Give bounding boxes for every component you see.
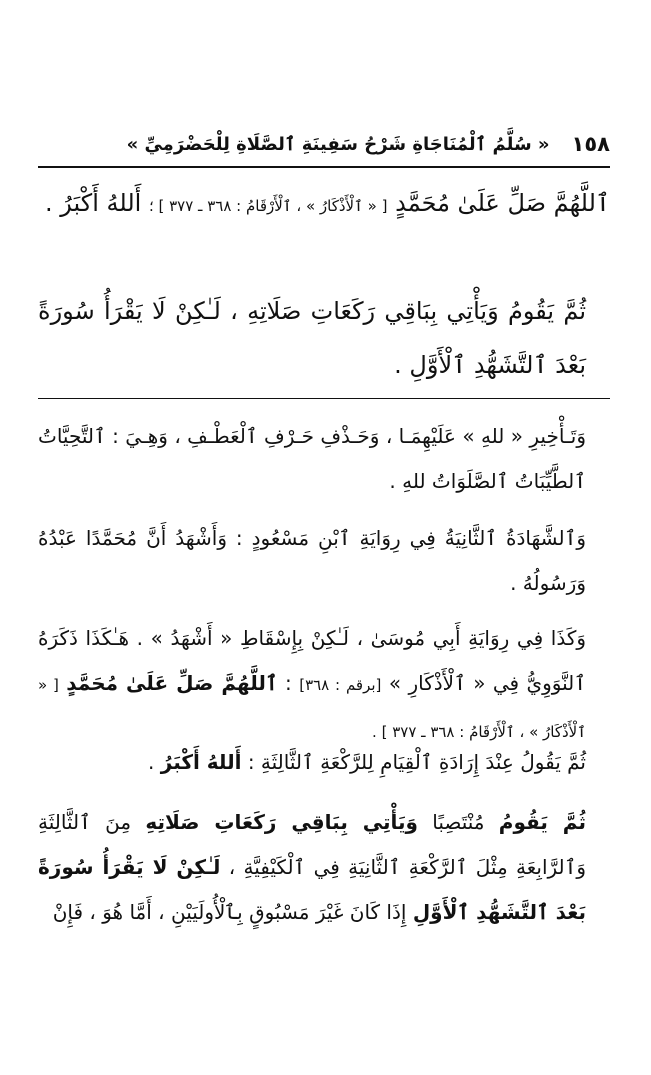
matn-paragraph-1	[38, 176, 610, 233]
page-number: ١٥٨	[571, 132, 610, 156]
sharh-p3-ref-1: [برقم : ٣٦٨]	[299, 676, 382, 694]
sharh-paragraph-2: وَٱلشَّهَادَةُ ٱلثَّانِيَةُ فِي رِوَايَةِ ٱبْنِ مَسْعُودٍ : وَأَشْهَدُ أَنَّ مُحَمَّدًا عَبْدُهُ وَرَسُولُهُ .	[38, 526, 586, 595]
sharh-p3-ref-2: [ « ٱلْأَذْكَارُ » ، ٱلْأَرْقَامُ : ٣٦٨ ـ ٣٧٧ ] .	[38, 676, 586, 741]
sharh-paragraph-5	[38, 800, 610, 935]
matn-takbir: أَللهُ أَكْبَرُ .	[45, 189, 142, 217]
sharh-p5-bold-1: ثُمَّ يَقُومُ	[498, 810, 586, 834]
sharh-p5-bold-3: لَـٰكِنْ لَا يَقْرَأُ سُورَةً بَعْدَ ٱلتَّشَهُّدِ ٱلْأَوَّلِ	[38, 855, 586, 924]
sharh-p5-text-1: مُنْتَصِبًا	[417, 810, 485, 834]
sharh-paragraph-1: وَتَـأْخِيرِ « للهِ » عَلَيْهِمَـا ، وَحَـذْفِ حَـرْفِ ٱلْعَطْـفِ ، وَهِـيَ : ٱلتَّحِيَّاتُ ٱلطَّيِّبَاتُ ٱلصَّلَوَاتُ للهِ .	[38, 424, 586, 493]
header-rule	[38, 166, 610, 168]
sharh-p3-text: وَكَذَا فِي رِوَايَةِ أَبِي مُوسَىٰ ، لَـٰكِنْ بِإِسْقَاطِ « أَشْهَدُ » . هَـٰكَذَا ذَكَرَهُ ٱلنَّوَوِيُّ فِي « ٱلْأَذْكَارِ »	[38, 626, 586, 695]
sharh-p5-bold-2: وَيَأْتِي بِبَاقِي رَكَعَاتِ صَلَاتِهِ	[145, 810, 418, 834]
running-title: « سُلَّمُ ٱلْمُنَاجَاةِ شَرْحُ سَفِينَةِ ٱلصَّلَاةِ لِلْحَضْرَمِيِّ »	[126, 133, 550, 155]
sharh-p3-colon: :	[277, 671, 292, 695]
matn-paragraph-2: ثُمَّ يَقُومُ وَيَأْتِي بِبَاقِي رَكَعَاتِ صَلَاتِهِ ، لَـٰكِنْ لَا يَقْرَأُ سُورَةً بَعْدَ ٱلتَّشَهُّدِ ٱلْأَوَّلِ .	[38, 297, 586, 379]
sharh-p4-takbir: أَللهُ أَكْبَرُ	[160, 750, 242, 774]
sharh-p5-text-3: إِذَا كَانَ غَيْرَ مَسْبُوقٍ بِٱلْأُولَيَيْنِ ، أَمَّا هُوَ ، فَإِنْ	[52, 900, 407, 924]
matn-salawat: ٱللَّهُمَّ صَلِّ عَلَىٰ مُحَمَّدٍ	[395, 189, 610, 217]
sharh-paragraph-4	[38, 740, 610, 785]
matn-reference: [ « ٱلْأَذْكَارُ » ، ٱلْأَرْقَامُ : ٣٦٨ ـ ٣٧٧ ] ؛	[148, 197, 388, 215]
matn-sharh-divider	[38, 398, 610, 399]
sharh-paragraph-3	[38, 616, 610, 755]
sharh-p5-text-2: مِنَ ٱلثَّالِثَةِ وَٱلرَّابِعَةِ مِثْلَ ٱلرَّكْعَةِ ٱلثَّانِيَةِ فِي ٱلْكَيْفِيَّةِ ،	[38, 810, 587, 879]
sharh-p4-text: ثُمَّ يَقُولُ عِنْدَ إِرَادَةِ ٱلْقِيَامِ لِلرَّكْعَةِ ٱلثَّالِثَةِ :	[241, 750, 586, 774]
sharh-p3-salawat: ٱللَّهُمَّ صَلِّ عَلَىٰ مُحَمَّدٍ	[66, 671, 278, 695]
page-header	[38, 126, 610, 162]
sharh-p4-end: .	[148, 750, 155, 774]
